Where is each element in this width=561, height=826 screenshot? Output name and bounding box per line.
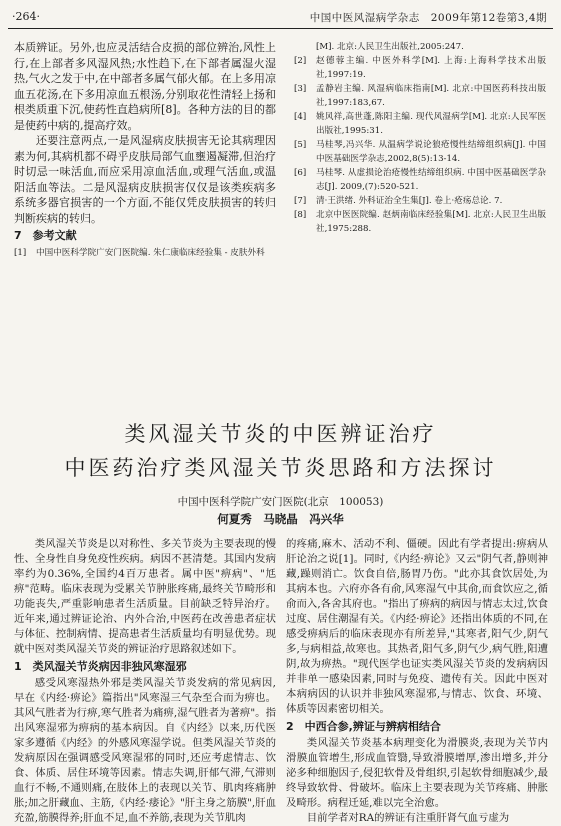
section-heading-1: 1 类风湿关节炎病因非独风寒湿邪 (14, 660, 187, 673)
prev-paragraph: 还要注意两点,一是风湿病皮肤损害无论其病理因素为何,其病机都不碍乎皮肤局部气血壅遏凝滞,但治疗时切忌一味活血,而应采用凉血活血,或理气活血,或温阳活血等法。二是风湿病皮肤损害仅仅是该类疾病多系统多器官损害的一个方面,不能仅凭皮肤损害的转归判断疾病的转归。 (14, 134, 276, 225)
page-number: ·264· (12, 10, 40, 23)
running-header (8, 6, 553, 28)
prev-paragraph: 本质辨证。另外,也应灵活结合皮损的部位辨治,风性上行,在上部者多风湿风热;水性趋下,在下部者属湿火湿热,气火之发于中,在中部者多属气郁火郁。在上多用凉血五花汤,在下多用凉血五根汤,分别取花性清轻上扬和根类质重下沉,使药性直趋病所[8]。各种方法的目的都是使药中病的,提高疗效。 (14, 41, 276, 132)
section2-paragraph: 目前学者对RA的辨证有注重肝肾气血亏虚为 (306, 812, 510, 824)
reference-item: [6] 马桂琴. 从虚损论治疮慢性结缔组织病. 中国中医基础医学杂志[J]. 2009,(7):520-521. (294, 168, 546, 192)
reference-item: [1] 中国中医科学院广安门医院编. 朱仁康临床经验集 - 皮肤外科 (14, 247, 265, 258)
reference-item: [8] 北京中医医院编. 赵炳南临床经验集[M]. 北京:人民卫生出版社,1975:288. (294, 210, 546, 234)
continued-paragraph: 的疼痛,麻木、活动不利、僵硬。因此有学者提出:痹病从肝论治之说[1]。同时,《内经·痹论》又云"阴气者,静则神藏,躁则消亡。饮食自倍,肠胃乃伤。"此亦其食饮居处,为其病本也。六府亦各有俞,风寒湿气中其俞,而食饮应之,循俞而入,各舍其府也。"指出了痹病的病因与情志太过,饮食过度、居住潮湿有关。《内经·痹论》还指出体质的不同,在感受痹病后的临床表现亦有所差异,"其寒者,阳气少,阴气多,与病相益,故寒也。其热者,阳气多,阴气少,病气胜,阳遭阴,故为痹热。"现代医学也证实类风湿关节炎的发病病因并非单一感染因素,同时与免疫、遗传有关。因此中医对本病病因的认识并非独风寒湿邪,与情志、饮食、环境、体质等因素密切相关。 (286, 538, 548, 715)
affiliation: 中国中医科学院广安门医院(北京 100053) (177, 496, 384, 508)
section1-paragraph: 感受风寒湿热外邪是类风湿关节炎发病的常见病因,早在《内经·痹论》篇指出"风寒湿三气杂至合而为痹也。其风气胜者为行痹,寒气胜者为痛痹,湿气胜者为著痹"。指出风寒湿邪为痹病的基本病因。自《内经》以来,历代医家多遵循《内经》的外感风寒湿学说。但类风湿关节炎的发病原因在强调感受风寒湿邪的同时,还应考虑情志、饮食、体质、居住环境等因素。情志失调,肝郁气滞,气滞则血行不畅,不通则痛,在肢体上的表现以关节、肌肉疼痛肿胀;加之肝藏血、主筋,《内经·痿论》"肝主身之筋膜",肝血充盈,筋膜得养;肝血不足,血不养筋,表现为关节肌肉 (14, 677, 276, 824)
authors: 何夏秀 马晓晶 冯兴华 (217, 512, 344, 526)
reference-item: [M]. 北京:人民卫生出版社,2005:247. (316, 42, 464, 52)
references-list (294, 40, 546, 236)
reference-item: [3] 孟静岩主编. 风湿病临床指南[M]. 北京:中国医药科技出版社,1997:183,67. (294, 84, 546, 108)
reference-item: [4] 姚风祥,高世蓬,陈阳主编. 现代风湿病学[M]. 北京:人民军医出版社,1995:31. (294, 112, 546, 136)
header-rule (8, 28, 553, 29)
section2-paragraph: 类风湿关节炎基本病理变化为滑膜炎,表现为关节内滑膜血管增生,形成血管翳,导致滑膜增厚,渗出增多,并分泌多种细胞因子,侵犯软骨及骨组织,引起软骨细胞减少,最终导致软骨、骨破坏。临床上主要表现为关节疼痛、肿胀及畸形。病程迁延,难以完全治愈。 (286, 737, 548, 809)
references-heading: 7 参考文献 (14, 229, 77, 242)
section-heading-2: 2 中西合参,辨证与辨病相结合 (286, 720, 441, 733)
body-left-column (14, 537, 276, 826)
previous-article-column (14, 40, 276, 260)
reference-item: [7] 清·王洪绪. 外科证治全生集[J]. 卷上·疮疡总论. 7. (294, 196, 503, 206)
intro-paragraph: 类风湿关节炎是以对称性、多关节炎为主要表现的慢性、全身性自身免疫性疾病。病因不甚清楚。其国内发病率约为0.36%,全国约4百万患者。属中医"痹病"、"尪痹"范畴。临床表现为受累关节肿胀疼痛,最终关节畸形和功能丧失,严重影响患者生活质量。目前缺乏特异治疗。近年来,通过辨证论治、内外合治,中医药在改善患者症状与体征、控制病情、提高患者生活质量均有明显优势。现就中医对类风湿关节炎的辨证治疗思路叙述如下。 (14, 538, 276, 655)
article-subtitle: 中医药治疗类风湿关节炎思路和方法探讨 (64, 456, 497, 480)
reference-item: [5] 马桂琴,冯兴华. 从温病学说论狼疮慢性结缔组织病[J]. 中国中医基础医学杂志,2002,8(5):13-14. (294, 140, 546, 164)
journal-header: 中国中医风湿病学杂志 2009年第12卷第3,4期 (309, 12, 547, 24)
body-right-column (286, 537, 548, 826)
reference-item: [2] 赵德蓉主编. 中医外科学[M]. 上海:上海科学技术出版社,1997:19. (294, 56, 546, 80)
article-title: 类风湿关节炎的中医辨证治疗 (124, 422, 437, 446)
